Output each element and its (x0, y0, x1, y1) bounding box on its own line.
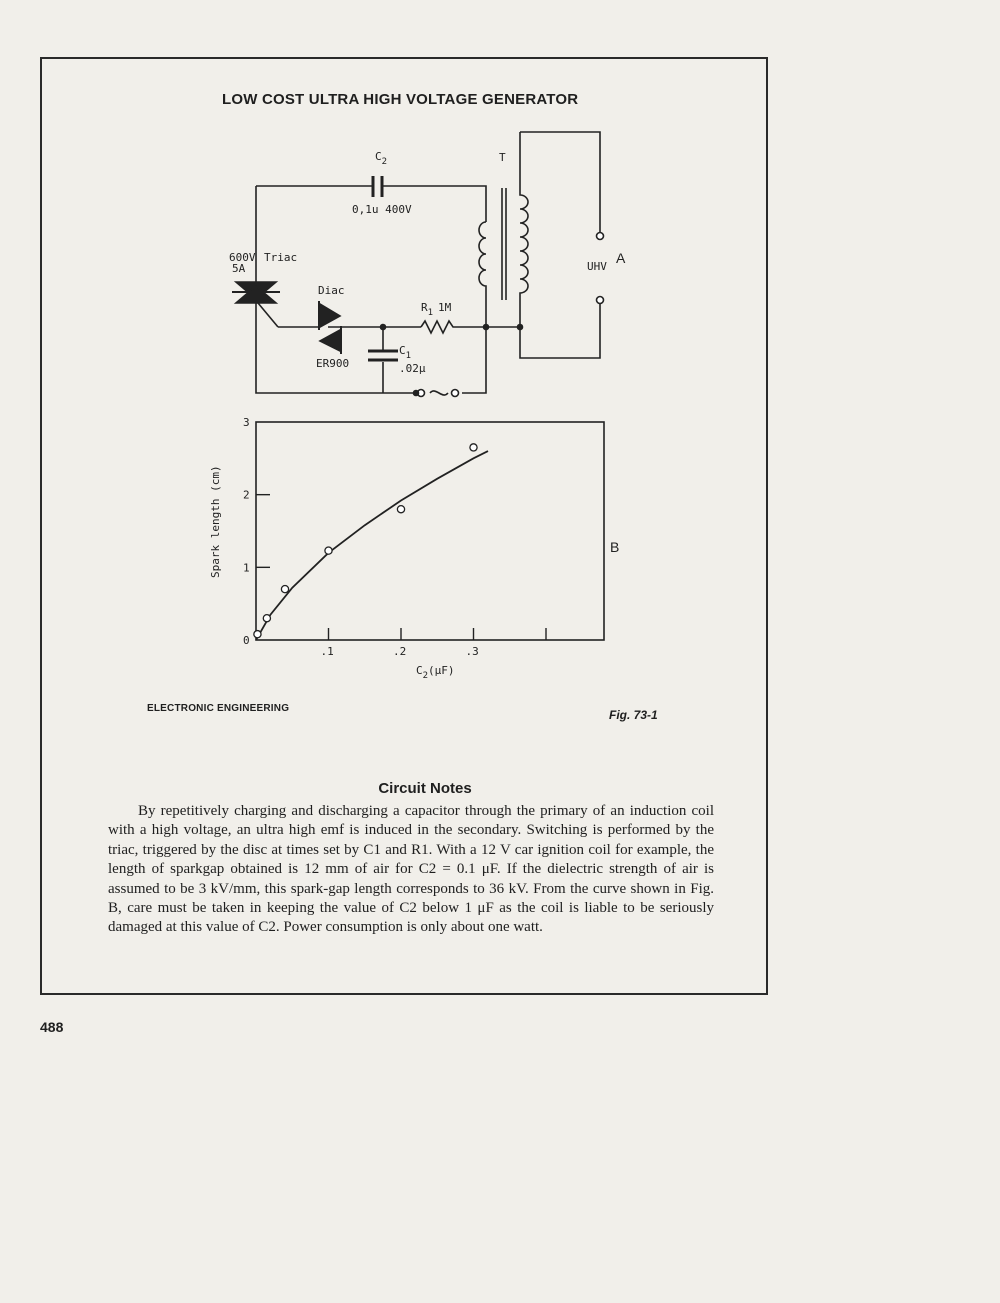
transformer-label: T (499, 151, 506, 164)
diac-part-number: ER900 (316, 357, 350, 370)
data-point (470, 444, 477, 451)
x-tick-label: .3 (465, 645, 479, 658)
page-title: LOW COST ULTRA HIGH VOLTAGE GENERATOR (222, 91, 579, 108)
r1-label: $R_1$ 1M (421, 301, 452, 318)
figure-number: Fig. 73-1 (609, 708, 658, 722)
spark-length-chart (209, 416, 619, 681)
data-point (325, 547, 332, 554)
c2-label: $C_2$ (375, 150, 388, 167)
triac-voltage-rating: 600V (229, 251, 256, 264)
primary-coil (479, 222, 486, 327)
page-number: 488 (40, 1019, 64, 1035)
y-tick-label: 2 (243, 488, 250, 502)
data-point (263, 615, 270, 622)
y-axis-label: Spark length (cm) (209, 465, 222, 578)
diac-label: Diac (318, 284, 345, 297)
secondary-coil (520, 132, 600, 358)
c2-value: 0,1u 400V (352, 203, 412, 216)
chart-plot-area (256, 422, 604, 640)
x-tick-label: .2 (393, 645, 407, 658)
x-axis (321, 628, 547, 658)
circuit-schematic (232, 132, 604, 397)
x-tick-label: .1 (320, 645, 334, 658)
diac-triangle-bottom (320, 330, 340, 351)
uhv-terminal-bottom (597, 297, 604, 304)
data-point (281, 586, 288, 593)
triac-triangle-up (236, 286, 276, 303)
fig-b-label: B (610, 539, 620, 555)
triac-label: Triac (264, 251, 298, 264)
uhv-terminal-top (597, 233, 604, 240)
source-credit: ELECTRONIC ENGINEERING (147, 703, 290, 714)
r1-resistor (421, 321, 520, 333)
data-point (397, 506, 404, 513)
y-tick-label: 3 (243, 416, 250, 429)
triac-current-rating: 5A (232, 262, 246, 275)
fig-a-label: A (616, 250, 626, 266)
uhv-label: UHV (587, 260, 607, 273)
data-points (254, 444, 477, 638)
c1-label: $C_1$ (399, 344, 412, 361)
circuit-notes-heading: Circuit Notes (378, 780, 472, 797)
c1-value: .02μ (399, 362, 426, 375)
circuit-notes-body: By repetitively charging and discharging a capacitor through the primary of an induction coil with a high voltage, an ultra high emf is induced in the secondary. Switching is performed by the triac, triggered by the disc at times set by C1 and R1. With a 12 V car ignition coil for example, the length of sparkgap obtained is 12 mm of air for C2 = 0.1 μF. If the dielectric strength of air is assumed to be 3 kV/mm, this spark-gap length corresponds to 36 kV. From the curve shown in Fig. B, care must be taken in keeping the value of C2 below 1 μF as the coil is liable to be seriously damaged at this value of C2. Power consumption is only about one watt. (108, 803, 714, 936)
y-tick-label: 0 (243, 634, 250, 647)
fit-curve (256, 451, 488, 640)
diac-triangle-top (320, 304, 340, 327)
y-tick-label: 1 (243, 561, 250, 575)
x-axis-label: $C_2(\mu F)$ (416, 664, 455, 681)
data-point (254, 631, 261, 638)
